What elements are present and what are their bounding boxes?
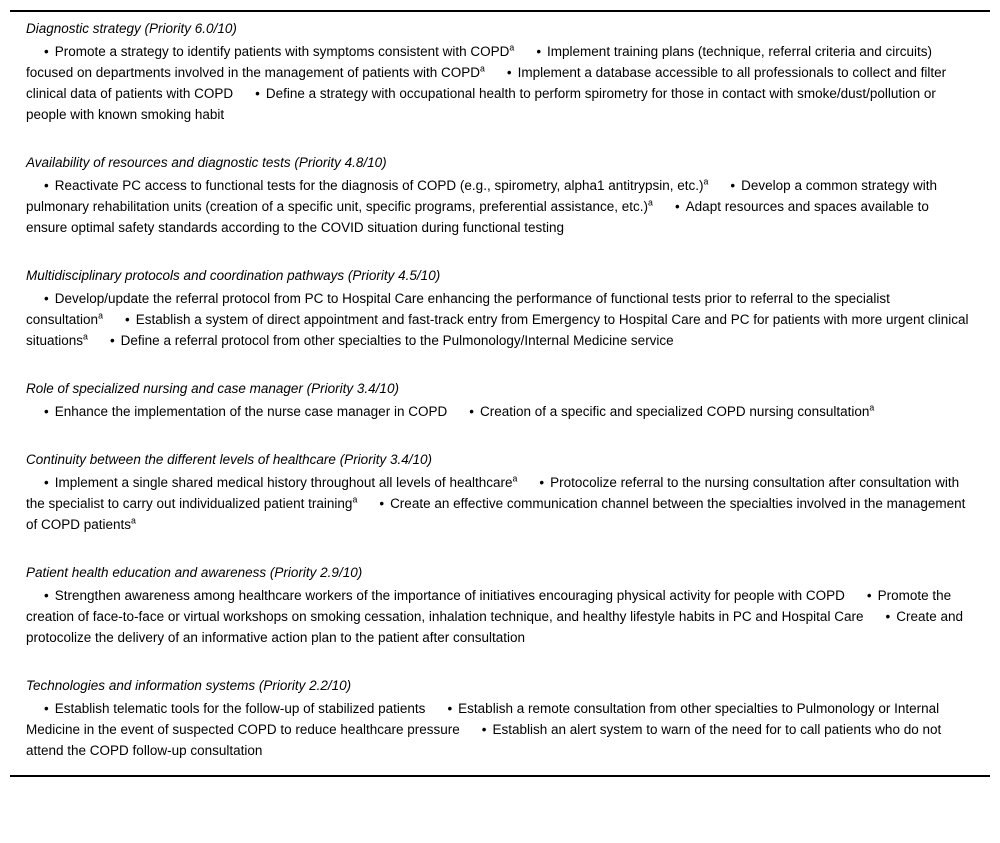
section-items [26,288,972,351]
bullet-icon: • [44,475,49,490]
section-heading: Role of specialized nursing and case manager (Priority 3.4/10) [26,381,399,396]
section-items [26,698,972,761]
action-text: Create and protocolize the delivery of an informative action plan to the patient after consultation [26,609,963,645]
action-text: Promote a strategy to identify patients with symptoms consistent with COPD [54,44,510,59]
action-item [469,404,874,419]
bullet-icon: • [255,86,260,101]
section-items [26,401,972,422]
superscript-marker: a [480,63,485,74]
bullet-icon: • [481,722,487,737]
superscript-marker: a [512,473,518,484]
bullet-icon: • [44,178,49,193]
bullet-icon: • [124,312,130,327]
action-text: Define a strategy with occupational health to perform spirometry for those in contact with smoke/dust/pollution or people with known smoking habit [26,86,936,122]
action-text: Establish telematic tools for the follow-up of stabilized patients [54,701,426,716]
action-text: Reactivate PC access to functional tests for the diagnosis of COPD (e.g., spirometry, alpha1 antitrypsin, etc.) [54,178,704,193]
section-heading: Patient health education and awareness (Priority 2.9/10) [26,565,363,580]
superscript-marker: a [869,402,875,413]
action-text: Develop a common strategy with pulmonary rehabilitation units (creation of a specific unit, specific programs, preferential assistance, etc.) [26,178,937,214]
superscript-marker: a [509,42,515,53]
superscript-marker: a [352,494,358,505]
bullet-icon: • [44,701,49,716]
section-items [26,41,972,125]
action-item [44,404,447,419]
action-text: Protocolize referral to the nursing consultation after consultation with the specialist to carry out individualized patient training [26,475,960,511]
action-text: Enhance the implementation of the nurse case manager in COPD [54,404,448,419]
bullet-icon: • [469,404,474,419]
section-heading: Diagnostic strategy (Priority 6.0/10) [26,21,237,36]
bullet-icon: • [44,291,49,306]
action-text: Implement a single shared medical history throughout all levels of healthcare [54,475,513,490]
action-text: Adapt resources and spaces available to ensure optimal safety standards according to the COVID situation during functional testing [26,199,929,235]
bullet-icon: • [885,609,891,624]
section-items [26,472,972,535]
superscript-marker: a [131,515,136,526]
action-text: Establish a system of direct appointment and fast-track entry from Emergency to Hospital Care and PC for patients with more urgent clinical situations [26,312,969,348]
action-text: Strengthen awareness among healthcare workers of the importance of initiatives encouraging physical activity for people with COPD [54,588,845,603]
section-heading: Multidisciplinary protocols and coordination pathways (Priority 4.5/10) [26,268,441,283]
bullet-icon: • [44,588,49,603]
paper-page [0,10,1000,843]
bullet-icon: • [44,404,49,419]
action-item [44,44,514,59]
bullet-icon: • [447,701,453,716]
bullet-icon: • [536,44,542,59]
bullet-icon: • [506,65,512,80]
action-text: Create an effective communication channel between the specialties involved in the management of COPD patients [26,496,966,532]
section-items [26,585,972,648]
section-heading: Technologies and information systems (Priority 2.2/10) [26,678,352,693]
action-item [44,701,425,716]
section-items [26,175,972,238]
section-heading: Availability of resources and diagnostic tests (Priority 4.8/10) [26,155,387,170]
superscript-marker: a [648,197,653,208]
superscript-marker: a [703,176,709,187]
action-item [44,588,845,603]
action-text: Establish an alert system to warn of the need for to call patients who do not attend the COPD follow-up consultation [26,722,942,758]
paper-table [10,10,990,777]
action-text: Promote the creation of face-to-face or virtual workshops on smoking cessation, inhalation technique, and healthy lifestyle habits in PC and Hospital Care [26,588,952,624]
action-text: Develop/update the referral protocol from PC to Hospital Care enhancing the performance of functional tests prior to referral to the specialist consultation [26,291,890,327]
bullet-icon: • [379,496,385,511]
action-text: Implement training plans (technique, referral criteria and circuits) focused on departments involved in the management of patients with COPD [26,44,932,80]
section-heading: Continuity between the different levels of healthcare (Priority 3.4/10) [26,452,432,467]
action-item [44,475,517,490]
bullet-icon: • [730,178,736,193]
action-text: Define a referral protocol from other specialties to the Pulmonology/Internal Medicine service [120,333,674,348]
superscript-marker: a [83,331,88,342]
bullet-icon: • [109,333,115,348]
bullet-icon: • [539,475,545,490]
action-item [44,178,708,193]
action-text: Creation of a specific and specialized COPD nursing consultation [479,404,870,419]
bullet-icon: • [866,588,872,603]
superscript-marker: a [98,310,103,321]
table-bottom-rule [10,775,990,777]
bullet-icon: • [674,199,680,214]
action-text: Implement a database accessible to all professionals to collect and filter clinical data of patients with COPD [26,65,947,101]
bullet-icon: • [44,44,49,59]
action-item [110,333,674,348]
table-body [10,12,990,775]
action-text: Establish a remote consultation from other specialties to Pulmonology or Internal Medicine in the event of suspected COPD to reduce healthcare pressure [26,701,940,737]
